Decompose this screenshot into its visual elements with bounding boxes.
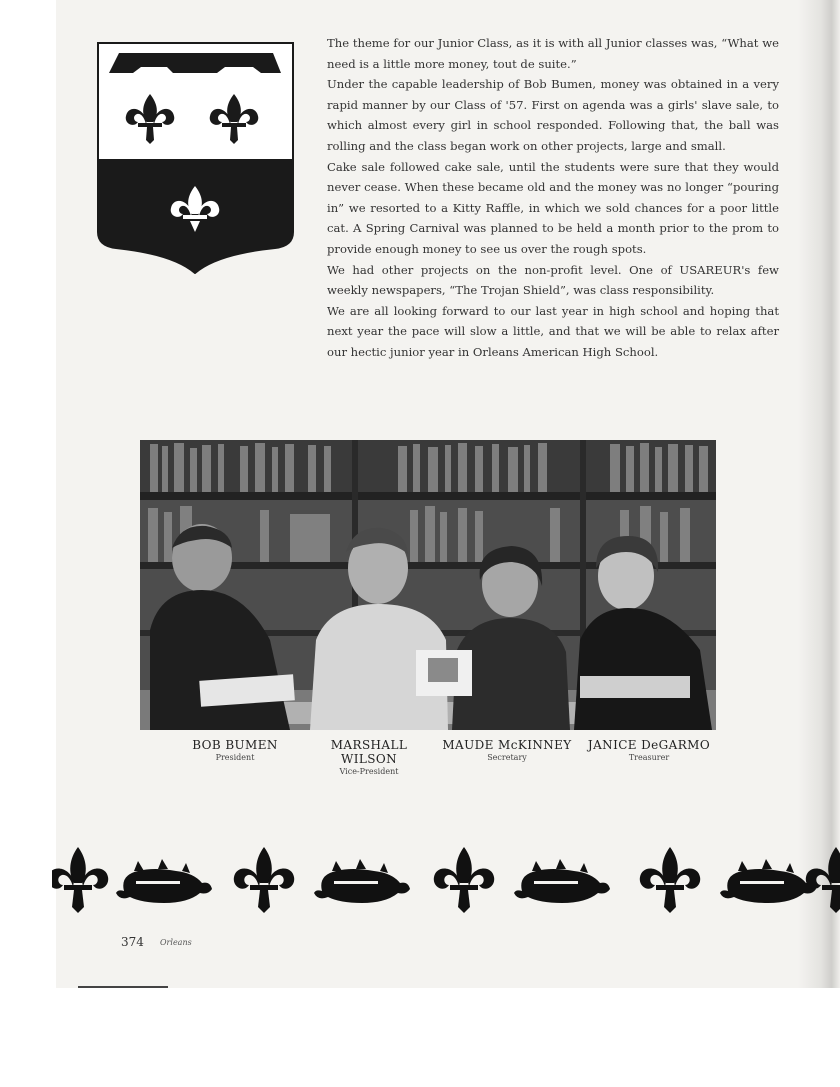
salamander-ornament-3 xyxy=(514,859,610,903)
fleur-de-lis-ornament-5 xyxy=(806,847,840,913)
salamander-ornament-2 xyxy=(314,859,410,903)
officer-name: MARSHALL WILSON xyxy=(330,738,408,766)
section-label: Orleans xyxy=(160,938,192,947)
salamander-ornament-1 xyxy=(116,859,212,903)
article-paragraph: We had other projects on the non-profit level. One of USAREUR's few weekly newspapers, “The Trojan Shield”, was class responsibility. xyxy=(327,262,779,298)
caption-treasurer xyxy=(582,738,716,762)
officer-name: JANICE DeGARMO xyxy=(587,738,711,752)
officer-name: MAUDE McKINNEY xyxy=(442,738,572,752)
fleur-de-lis-ornament-3 xyxy=(434,847,494,913)
fleur-de-lis-ornament-4 xyxy=(640,847,700,913)
page-number: 374 xyxy=(121,935,144,949)
article-paragraph: Under the capable leadership of Bob Bumen, money was obtained in a very rapid manner by our Class of '57. First on agenda was a girls' slave sale, to which almost every girl in school responded. Following that, the ball was rolling and the class began work on other projects, large and small. xyxy=(327,77,779,153)
orleans-coat-of-arms xyxy=(97,42,294,274)
bottom-rule xyxy=(78,986,168,988)
caption-vice-president xyxy=(302,738,436,776)
article-paragraph: The theme for our Junior Class, as it is with all Junior classes was, “What we need is a little more money, tout de suite.” xyxy=(327,36,779,71)
article-paragraph: Cake sale followed cake sale, until the students were sure that they would never cease. When these became old and the money was no longer “pouring in” we resorted to a Kitty Raffle, in which we sold chances for a poor little cat. A Spring Carnival was planned to be held a month prior to the prom to provide enough money to see us over the rough spots. xyxy=(327,159,779,256)
fleur-de-lis-ornament-2 xyxy=(234,847,294,913)
page-gutter-shadow xyxy=(798,0,840,988)
caption-president xyxy=(182,738,288,762)
officer-role: Secretary xyxy=(487,753,527,762)
officer-role: Vice-President xyxy=(339,767,399,776)
article-paragraph: We are all looking forward to our last year in high school and hoping that next year the pace will slow a little, and that we will be able to relax after our hectic junior year in Orleans American High School. xyxy=(327,303,779,359)
class-officers-photo xyxy=(140,440,716,730)
officer-role: Treasurer xyxy=(628,753,670,762)
officer-role: President xyxy=(215,753,255,762)
decorative-border xyxy=(52,843,840,923)
caption-secretary xyxy=(440,738,574,762)
article-body xyxy=(327,33,779,363)
fleur-de-lis-ornament-1 xyxy=(52,847,108,913)
officer-name: BOB BUMEN xyxy=(192,738,278,752)
salamander-ornament-4 xyxy=(720,859,816,903)
